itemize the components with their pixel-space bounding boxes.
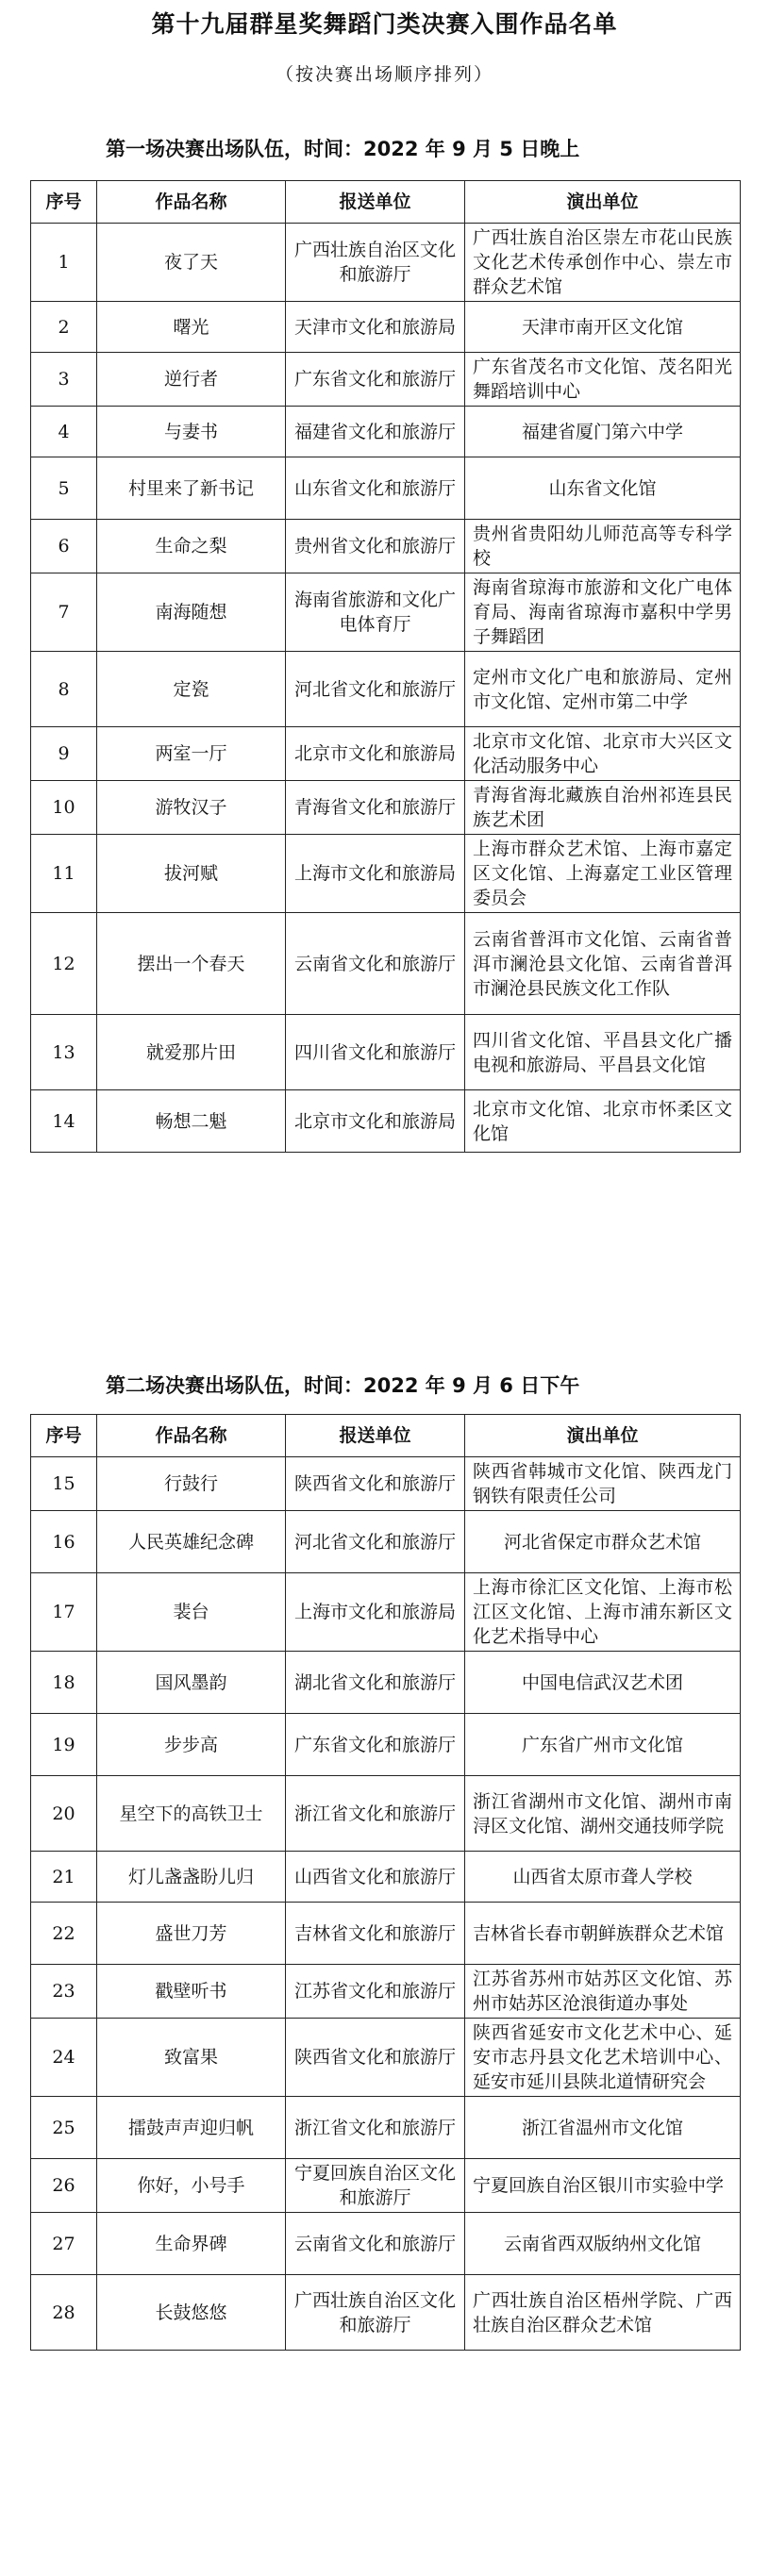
page-subtitle: （按决赛出场顺序排列） xyxy=(275,64,493,85)
performing-unit-cell: 广西壮族自治区崇左市花山民族文化艺术传承创作中心、崇左市群众艺术馆 xyxy=(465,224,741,302)
table-row xyxy=(31,2097,741,2159)
session-2-heading: 第二场决赛出场队伍，时间：2022 年 9 月 6 日下午 xyxy=(106,1374,580,1397)
table-row xyxy=(31,353,741,407)
performing-unit-cell: 陕西省延安市文化艺术中心、延安市志丹县文化艺术培训中心、延安市延川县陕北道情研究会 xyxy=(465,2019,741,2097)
work-name-cell: 逆行者 xyxy=(97,353,286,407)
work-name-cell: 摆出一个春天 xyxy=(97,913,286,1015)
submitting-unit-cell: 海南省旅游和文化广电体育厅 xyxy=(286,573,465,652)
submitting-unit-cell: 贵州省文化和旅游厅 xyxy=(286,520,465,573)
row-number-cell: 23 xyxy=(31,1965,97,2019)
row-number-cell: 17 xyxy=(31,1573,97,1652)
row-number-cell: 28 xyxy=(31,2275,97,2351)
table-header-row xyxy=(31,1415,741,1457)
work-name-cell: 南海随想 xyxy=(97,573,286,652)
submitting-unit-cell: 天津市文化和旅游局 xyxy=(286,302,465,353)
table-row xyxy=(31,224,741,302)
submitting-unit-cell: 北京市文化和旅游局 xyxy=(286,1090,465,1153)
submitting-unit-cell: 广东省文化和旅游厅 xyxy=(286,353,465,407)
submitting-unit-cell: 山西省文化和旅游厅 xyxy=(286,1852,465,1903)
row-number-cell: 22 xyxy=(31,1903,97,1965)
table-header-row xyxy=(31,181,741,224)
row-number-cell: 13 xyxy=(31,1015,97,1090)
table-row xyxy=(31,2213,741,2275)
submitting-unit-cell: 吉林省文化和旅游厅 xyxy=(286,1903,465,1965)
header-submitting-unit: 报送单位 xyxy=(286,181,465,224)
row-number-cell: 26 xyxy=(31,2159,97,2213)
performing-unit-cell: 宁夏回族自治区银川市实验中学 xyxy=(465,2159,741,2213)
table-row xyxy=(31,1965,741,2019)
submitting-unit-cell: 广西壮族自治区文化和旅游厅 xyxy=(286,224,465,302)
submitting-unit-cell: 湖北省文化和旅游厅 xyxy=(286,1652,465,1714)
work-name-cell: 裴台 xyxy=(97,1573,286,1652)
row-number-cell: 24 xyxy=(31,2019,97,2097)
submitting-unit-cell: 上海市文化和旅游局 xyxy=(286,1573,465,1652)
performing-unit-cell: 上海市群众艺术馆、上海市嘉定区文化馆、上海嘉定工业区管理委员会 xyxy=(465,835,741,913)
header-performing-unit: 演出单位 xyxy=(465,181,741,224)
row-number-cell: 14 xyxy=(31,1090,97,1153)
performing-unit-cell: 北京市文化馆、北京市怀柔区文化馆 xyxy=(465,1090,741,1153)
work-name-cell: 游牧汉子 xyxy=(97,781,286,835)
performing-unit-cell: 陕西省韩城市文化馆、陕西龙门钢铁有限责任公司 xyxy=(465,1457,741,1511)
work-name-cell: 村里来了新书记 xyxy=(97,457,286,520)
table-row xyxy=(31,457,741,520)
table-row xyxy=(31,1776,741,1852)
submitting-unit-cell: 云南省文化和旅游厅 xyxy=(286,913,465,1015)
performing-unit-cell: 山西省太原市聋人学校 xyxy=(465,1852,741,1903)
performing-unit-cell: 浙江省湖州市文化馆、湖州市南浔区文化馆、湖州交通技师学院 xyxy=(465,1776,741,1852)
work-name-cell: 国风墨韵 xyxy=(97,1652,286,1714)
submitting-unit-cell: 福建省文化和旅游厅 xyxy=(286,407,465,457)
performing-unit-cell: 广西壮族自治区梧州学院、广西壮族自治区群众艺术馆 xyxy=(465,2275,741,2351)
row-number-cell: 27 xyxy=(31,2213,97,2275)
performing-unit-cell: 海南省琼海市旅游和文化广电体育局、海南省琼海市嘉积中学男子舞蹈团 xyxy=(465,573,741,652)
table-row xyxy=(31,407,741,457)
performing-unit-cell: 中国电信武汉艺术团 xyxy=(465,1652,741,1714)
work-name-cell: 你好，小号手 xyxy=(97,2159,286,2213)
row-number-cell: 1 xyxy=(31,224,97,302)
row-number-cell: 9 xyxy=(31,727,97,781)
table-row xyxy=(31,1511,741,1573)
submitting-unit-cell: 宁夏回族自治区文化和旅游厅 xyxy=(286,2159,465,2213)
table-row xyxy=(31,835,741,913)
session-1-table xyxy=(30,180,741,1153)
table-row xyxy=(31,520,741,573)
work-name-cell: 畅想二魁 xyxy=(97,1090,286,1153)
performing-unit-cell: 山东省文化馆 xyxy=(465,457,741,520)
submitting-unit-cell: 河北省文化和旅游厅 xyxy=(286,652,465,727)
performing-unit-cell: 广东省广州市文化馆 xyxy=(465,1714,741,1776)
row-number-cell: 11 xyxy=(31,835,97,913)
performing-unit-cell: 北京市文化馆、北京市大兴区文化活动服务中心 xyxy=(465,727,741,781)
work-name-cell: 灯儿盏盏盼儿归 xyxy=(97,1852,286,1903)
submitting-unit-cell: 青海省文化和旅游厅 xyxy=(286,781,465,835)
performing-unit-cell: 四川省文化馆、平昌县文化广播电视和旅游局、平昌县文化馆 xyxy=(465,1015,741,1090)
table-row xyxy=(31,1652,741,1714)
table-row xyxy=(31,913,741,1015)
table-row xyxy=(31,2275,741,2351)
table-row xyxy=(31,1015,741,1090)
work-name-cell: 生命之梨 xyxy=(97,520,286,573)
row-number-cell: 21 xyxy=(31,1852,97,1903)
row-number-cell: 6 xyxy=(31,520,97,573)
header-work-name: 作品名称 xyxy=(97,1415,286,1457)
row-number-cell: 4 xyxy=(31,407,97,457)
work-name-cell: 戳壁听书 xyxy=(97,1965,286,2019)
table-row xyxy=(31,781,741,835)
table-row xyxy=(31,652,741,727)
row-number-cell: 12 xyxy=(31,913,97,1015)
submitting-unit-cell: 北京市文化和旅游局 xyxy=(286,727,465,781)
session-1-heading: 第一场决赛出场队伍，时间：2022 年 9 月 5 日晚上 xyxy=(106,138,580,160)
row-number-cell: 8 xyxy=(31,652,97,727)
performing-unit-cell: 江苏省苏州市姑苏区文化馆、苏州市姑苏区沧浪街道办事处 xyxy=(465,1965,741,2019)
submitting-unit-cell: 陕西省文化和旅游厅 xyxy=(286,1457,465,1511)
work-name-cell: 致富果 xyxy=(97,2019,286,2097)
work-name-cell: 擂鼓声声迎归帆 xyxy=(97,2097,286,2159)
work-name-cell: 拔河赋 xyxy=(97,835,286,913)
table-row xyxy=(31,2019,741,2097)
table-row xyxy=(31,1903,741,1965)
submitting-unit-cell: 浙江省文化和旅游厅 xyxy=(286,2097,465,2159)
performing-unit-cell: 贵州省贵阳幼儿师范高等专科学校 xyxy=(465,520,741,573)
work-name-cell: 夜了天 xyxy=(97,224,286,302)
performing-unit-cell: 云南省普洱市文化馆、云南省普洱市澜沧县文化馆、云南省普洱市澜沧县民族文化工作队 xyxy=(465,913,741,1015)
submitting-unit-cell: 云南省文化和旅游厅 xyxy=(286,2213,465,2275)
session-1-rows xyxy=(31,224,741,1153)
submitting-unit-cell: 江苏省文化和旅游厅 xyxy=(286,1965,465,2019)
performing-unit-cell: 吉林省长春市朝鲜族群众艺术馆 xyxy=(465,1903,741,1965)
work-name-cell: 两室一厅 xyxy=(97,727,286,781)
work-name-cell: 就爱那片田 xyxy=(97,1015,286,1090)
work-name-cell: 定瓷 xyxy=(97,652,286,727)
performing-unit-cell: 上海市徐汇区文化馆、上海市松江区文化馆、上海市浦东新区文化艺术指导中心 xyxy=(465,1573,741,1652)
work-name-cell: 长鼓悠悠 xyxy=(97,2275,286,2351)
submitting-unit-cell: 陕西省文化和旅游厅 xyxy=(286,2019,465,2097)
row-number-cell: 25 xyxy=(31,2097,97,2159)
row-number-cell: 10 xyxy=(31,781,97,835)
work-name-cell: 行鼓行 xyxy=(97,1457,286,1511)
table-row xyxy=(31,1573,741,1652)
performing-unit-cell: 广东省茂名市文化馆、茂名阳光舞蹈培训中心 xyxy=(465,353,741,407)
header-work-name: 作品名称 xyxy=(97,181,286,224)
row-number-cell: 18 xyxy=(31,1652,97,1714)
row-number-cell: 7 xyxy=(31,573,97,652)
performing-unit-cell: 云南省西双版纳州文化馆 xyxy=(465,2213,741,2275)
performing-unit-cell: 浙江省温州市文化馆 xyxy=(465,2097,741,2159)
table-row xyxy=(31,2159,741,2213)
row-number-cell: 15 xyxy=(31,1457,97,1511)
work-name-cell: 盛世刀芳 xyxy=(97,1903,286,1965)
work-name-cell: 人民英雄纪念碑 xyxy=(97,1511,286,1573)
performing-unit-cell: 定州市文化广电和旅游局、定州市文化馆、定州市第二中学 xyxy=(465,652,741,727)
performing-unit-cell: 河北省保定市群众艺术馆 xyxy=(465,1511,741,1573)
row-number-cell: 16 xyxy=(31,1511,97,1573)
work-name-cell: 步步高 xyxy=(97,1714,286,1776)
header-no: 序号 xyxy=(31,181,97,224)
table-row xyxy=(31,1457,741,1511)
table-row xyxy=(31,573,741,652)
row-number-cell: 5 xyxy=(31,457,97,520)
submitting-unit-cell: 河北省文化和旅游厅 xyxy=(286,1511,465,1573)
work-name-cell: 与妻书 xyxy=(97,407,286,457)
table-row xyxy=(31,1090,741,1153)
performing-unit-cell: 天津市南开区文化馆 xyxy=(465,302,741,353)
header-performing-unit: 演出单位 xyxy=(465,1415,741,1457)
work-name-cell: 生命界碑 xyxy=(97,2213,286,2275)
table-row xyxy=(31,1852,741,1903)
submitting-unit-cell: 广西壮族自治区文化和旅游厅 xyxy=(286,2275,465,2351)
submitting-unit-cell: 四川省文化和旅游厅 xyxy=(286,1015,465,1090)
submitting-unit-cell: 广东省文化和旅游厅 xyxy=(286,1714,465,1776)
row-number-cell: 3 xyxy=(31,353,97,407)
submitting-unit-cell: 山东省文化和旅游厅 xyxy=(286,457,465,520)
page-title: 第十九届群星奖舞蹈门类决赛入围作品名单 xyxy=(151,10,618,38)
header-no: 序号 xyxy=(31,1415,97,1457)
row-number-cell: 2 xyxy=(31,302,97,353)
work-name-cell: 星空下的高铁卫士 xyxy=(97,1776,286,1852)
submitting-unit-cell: 浙江省文化和旅游厅 xyxy=(286,1776,465,1852)
session-2-table xyxy=(30,1414,741,2351)
table-row xyxy=(31,727,741,781)
row-number-cell: 19 xyxy=(31,1714,97,1776)
performing-unit-cell: 福建省厦门第六中学 xyxy=(465,407,741,457)
performing-unit-cell: 青海省海北藏族自治州祁连县民族艺术团 xyxy=(465,781,741,835)
table-row xyxy=(31,1714,741,1776)
session-2-rows xyxy=(31,1457,741,2351)
header-submitting-unit: 报送单位 xyxy=(286,1415,465,1457)
row-number-cell: 20 xyxy=(31,1776,97,1852)
work-name-cell: 曙光 xyxy=(97,302,286,353)
table-row xyxy=(31,302,741,353)
submitting-unit-cell: 上海市文化和旅游局 xyxy=(286,835,465,913)
